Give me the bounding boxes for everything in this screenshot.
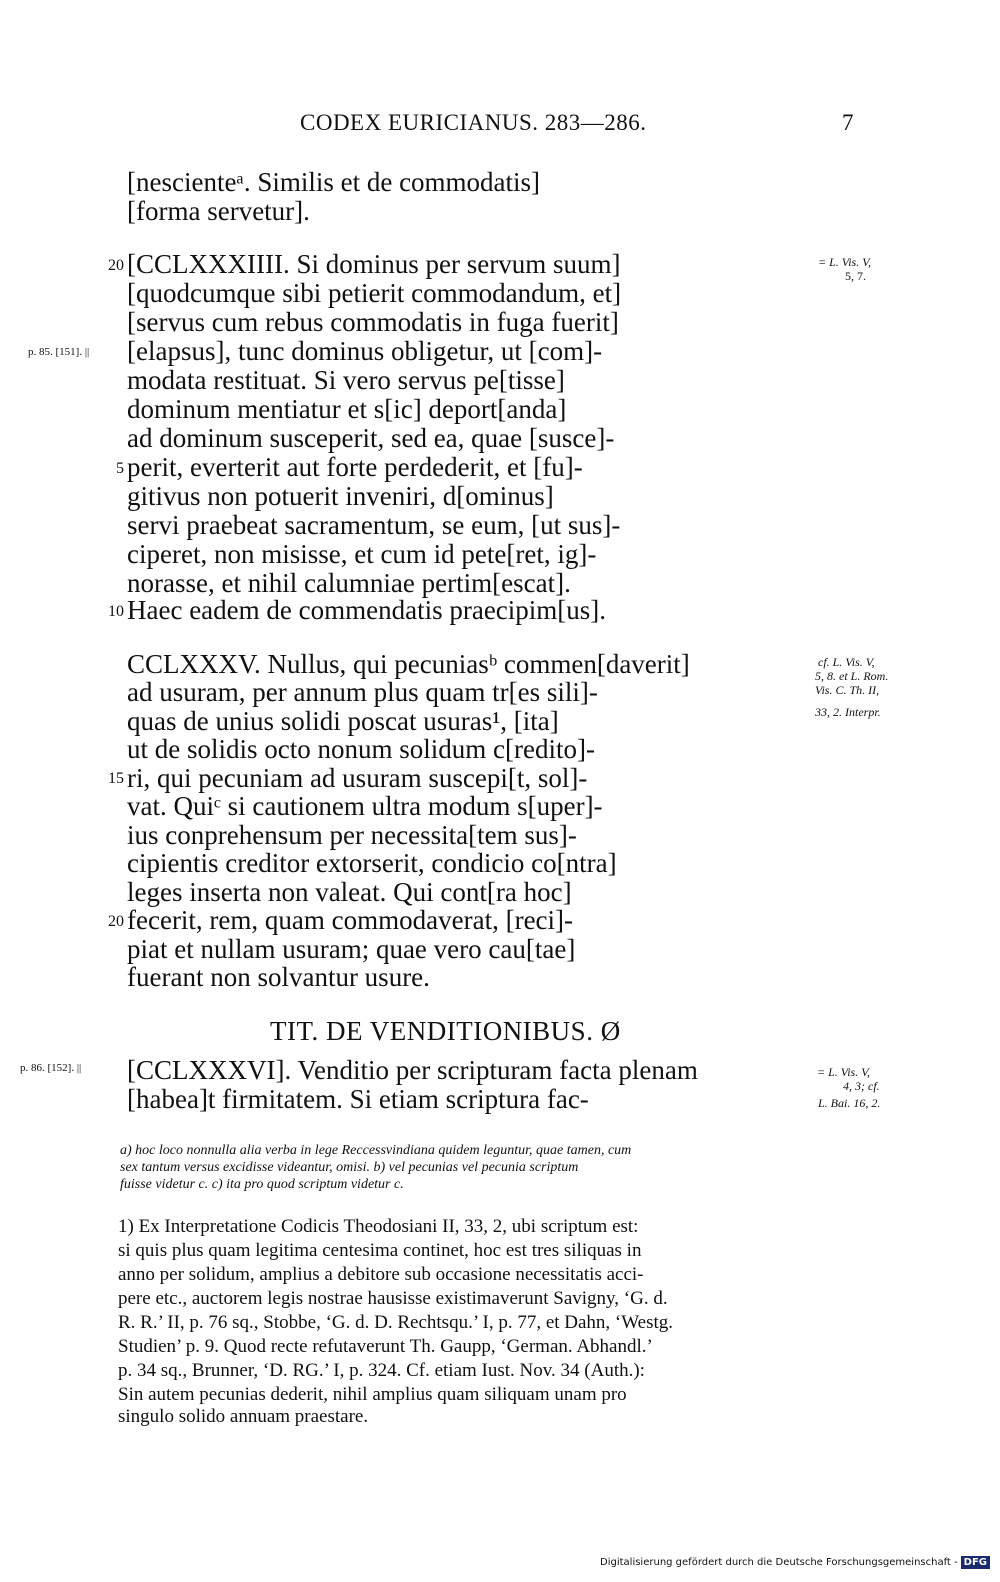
line-number: 20 xyxy=(108,257,124,274)
text-line: vat. Quiᶜ si cautionem ultra modum s[uper]- xyxy=(127,791,603,821)
text-line: ciperet, non misisse, et cum id pete[ret, ig]- xyxy=(127,539,597,569)
text-line: [habea]t firmitatem. Si etiam scriptura fac- xyxy=(127,1084,589,1114)
text-line: ri, qui pecuniam ad usuram suscepi[t, sol]- xyxy=(127,763,588,793)
text-line: fuerant non solvantur usure. xyxy=(127,962,430,992)
text-line: cipientis creditor extorserit, condicio co[ntra] xyxy=(127,848,617,878)
footnote-line: p. 34 sq., Brunner, ‘D. RG.’ I, p. 324. Cf. etiam Iust. Nov. 34 (Auth.): xyxy=(118,1360,645,1381)
text-line: piat et nullam usuram; quae vero cau[tae] xyxy=(127,934,576,964)
line-number: 5 xyxy=(116,460,124,477)
footnote-line: si quis plus quam legitima centesima continet, hoc est tres siliquas in xyxy=(118,1240,642,1261)
text-line: dominum mentiatur et s[ic] deport[anda] xyxy=(127,394,567,424)
text-line: ius conprehensum per necessita[tem sus]- xyxy=(127,820,577,850)
text-line: perit, everterit aut forte perdederit, et [fu]- xyxy=(127,452,583,482)
concordance-ref: 5, 7. xyxy=(845,269,866,283)
text-line: ut de solidis octo nonum solidum c[redito]- xyxy=(127,734,595,764)
concordance-ref: cf. L. Vis. V, xyxy=(818,655,875,669)
concordance-ref: = L. Vis. V, xyxy=(817,1065,870,1079)
text-line: gitivus non potuerit inveniri, d[ominus] xyxy=(127,481,554,511)
text-line: ad dominum susceperit, sed ea, quae [susce]- xyxy=(127,423,615,453)
line-number: 20 xyxy=(108,913,124,930)
text-line: [nescienteᵃ. Similis et de commodatis] xyxy=(127,167,541,197)
section-title: TIT. DE VENDITIONIBUS. Ø xyxy=(270,1016,621,1046)
text-line: modata restituat. Si vero servus pe[tisse] xyxy=(127,365,565,395)
footnote-line: anno per solidum, amplius a debitore sub occasione necessitatis acci- xyxy=(118,1264,644,1285)
text-line: [servus cum rebus commodatis in fuga fuerit] xyxy=(127,307,619,337)
text-line: norasse, et nihil calumniae pertim[escat]. xyxy=(127,568,571,598)
concordance-ref: Vis. C. Th. II, xyxy=(815,683,880,697)
text-line: [CCLXXXVI]. Venditio per scripturam facta plenam xyxy=(127,1055,698,1085)
text-line: CCLXXXV. Nullus, qui pecuniasᵇ commen[daverit] xyxy=(127,649,690,679)
text-line: leges inserta non valeat. Qui cont[ra hoc] xyxy=(127,877,572,907)
line-number: 15 xyxy=(108,770,124,787)
text-line: Haec eadem de commendatis praecipim[us]. xyxy=(127,595,607,625)
footnote-line: Sin autem pecunias dederit, nihil amplius quam siliquam unam pro xyxy=(118,1384,627,1405)
footer-text: Digitalisierung gefördert durch die Deutsche Forschungsgemeinschaft - xyxy=(600,1557,958,1568)
concordance-ref: = L. Vis. V, xyxy=(818,255,871,269)
text-line: [CCLXXXIIII. Si dominus per servum suum] xyxy=(127,249,621,279)
manuscript-page-ref: p. 85. [151]. || xyxy=(28,346,90,358)
footnote-line: R. R.’ II, p. 76 sq., Stobbe, ‘G. d. D. Rechtsqu.’ I, p. 77, et Dahn, ‘Westg. xyxy=(118,1312,674,1333)
footnote-line: Studien’ p. 9. Quod recte refutaverunt Th. Gaupp, ‘German. Abhandl.’ xyxy=(118,1336,653,1357)
text-line: servi praebeat sacramentum, se eum, [ut sus]- xyxy=(127,510,621,540)
footnote-line: singulo solido annuam praestare. xyxy=(118,1406,369,1427)
footnote-line: sex tantum versus excidisse videantur, omisi. b) vel pecunias vel pecunia scriptum xyxy=(120,1160,579,1175)
text-line: ad usuram, per annum plus quam tr[es sili]- xyxy=(127,677,598,707)
running-header-title: CODEX EURICIANUS. 283—286. xyxy=(300,110,647,135)
digitization-footer xyxy=(600,1556,990,1569)
text-line: [elapsus], tunc dominus obligetur, ut [com]- xyxy=(127,336,603,366)
page-number: 7 xyxy=(842,110,854,135)
text-line: quas de unius solidi poscat usuras¹, [ita] xyxy=(127,706,559,736)
text-line: [quodcumque sibi petierit commodandum, et] xyxy=(127,278,622,308)
footnote-line: fuisse videtur c. c) ita pro quod scriptum videtur c. xyxy=(120,1177,404,1192)
dfg-logo: DFG xyxy=(961,1556,990,1569)
footnote-line: a) hoc loco nonnulla alia verba in lege Reccessvindiana quidem leguntur, quae tamen, cum xyxy=(120,1143,632,1158)
concordance-ref: 4, 3; cf. xyxy=(843,1079,880,1093)
concordance-ref: 33, 2. Interpr. xyxy=(815,705,881,719)
footnote-line: pere etc., auctorem legis nostrae hausisse existimaverunt Savigny, ‘G. d. xyxy=(118,1288,668,1309)
concordance-ref: 5, 8. et L. Rom. xyxy=(815,669,889,683)
text-line: [forma servetur]. xyxy=(127,196,310,226)
footnote-line: 1) Ex Interpretatione Codicis Theodosiani II, 33, 2, ubi scriptum est: xyxy=(118,1216,639,1237)
concordance-ref: L. Bai. 16, 2. xyxy=(818,1096,881,1110)
line-number: 10 xyxy=(108,603,124,620)
manuscript-page-ref: p. 86. [152]. || xyxy=(20,1062,82,1074)
text-line: fecerit, rem, quam commodaverat, [reci]- xyxy=(127,905,574,935)
